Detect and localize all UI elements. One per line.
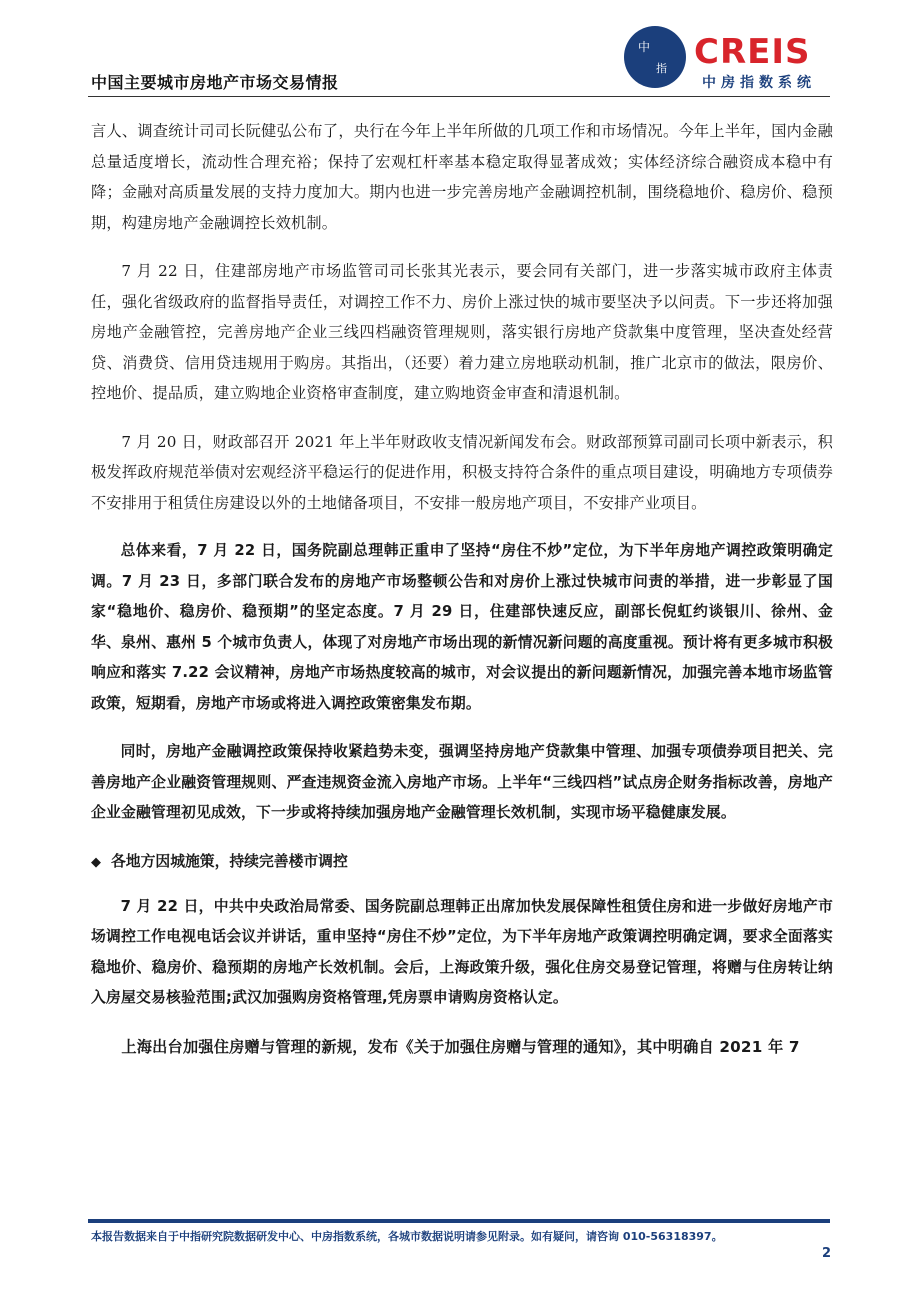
logo-subtitle: 中房指数系统 [702, 75, 816, 91]
page-number: 2 [822, 1246, 832, 1261]
logo-brand: CREIS [694, 32, 811, 72]
paragraph: 7 月 20 日，财政部召开 2021 年上半年财政收支情况新闻发布会。财政部预算司副司长项中新表示，积极发挥政府规范举债对宏观经济平稳运行的促进作用，积极支持符合条件的重点项目建设，明确地方专项债券不安排用于租赁住房建设以外的土地储备项目，不安排一般房地产项目，不安排产业项目。 [91, 432, 833, 512]
paragraph: 7 月 22 日，住建部房地产市场监管司司长张其光表示，要会同有关部门，进一步落实城市政府主体责任，强化省级政府的监督指导责任，对调控工作不力、房价上涨过快的城市要坚决予以问责。下一步还将加强房地产金融管控，完善房地产企业三线四档融资管理规则，落实银行房地产贷款集中度管理，坚决查处经营贷、消费贷、信用贷违规用于购房。其指出，（还要）着力建立房地联动机制，推广北京市的做法，限房价、控地价、提品质，建立购地企业资格审查制度，建立购地资金审查和清退机制。 [91, 262, 833, 402]
paragraph: 言人、调查统计司司长阮健弘公布了，央行在今年上半年所做的几项工作和市场情况。今年上半年，国内金融总量适度增长，流动性合理充裕；保持了宏观杠杆率基本稳定取得显著成效；实体经济综合融资成本稳中有降；金融对高质量发展的支持力度加大。期内也进一步完善房地产金融调控机制，围绕稳地价、稳房价、稳预期，构建房地产金融调控长效机制。 [91, 122, 833, 232]
section-heading-text: 各地方因城施策，持续完善楼市调控 [111, 852, 348, 870]
logo-glyph-2: 指 [656, 62, 667, 75]
paragraph-summary: 7 月 22 日，中共中央政治局常委、国务院副总理韩正出席加快发展保障性租赁住房和进一步做好房地产市场调控工作电视电话会议并讲话，重申坚持“房住不炒”定位，为下半年房地产政策调控明确定调，要求全面落实稳地价、稳房价、稳预期的房地产长效机制。会后，上海政策升级，强化住房交易登记管理，将赠与住房转让纳入房屋交易核验范围;武汉加强购房资格管理,凭房票申请购房资格认定。 [91, 897, 833, 1006]
header-divider [88, 96, 830, 97]
page-header [0, 0, 920, 100]
paragraph-summary: 同时，房地产金融调控政策保持收紧趋势未变，强调坚持房地产贷款集中管理、加强专项债券项目把关、完善房地产企业融资管理规则、严查违规资金流入房地产市场。上半年“三线四档”试点房企财务指标改善，房地产企业金融管理初见成效，下一步或将持续加强房地产金融管理长效机制，实现市场平稳健康发展。 [91, 743, 833, 821]
paragraph-text: 上海出台加强住房赠与管理的新规，发布《关于加强住房赠与管理的通知》，其中明确自 2021 年 7 [121, 1037, 800, 1056]
logo-emblem-icon [624, 26, 686, 88]
document-body [91, 116, 833, 1080]
logo-glyph-1: 中 [638, 40, 651, 54]
creis-logo [624, 26, 834, 92]
paragraph-summary: 总体来看，7 月 22 日，国务院副总理韩正重申了坚持“房住不炒”定位，为下半年房地产调控政策明确定调。7 月 23 日，多部门联合发布的房地产市场整顿公告和对房价上涨过快城市问责的举措，进一步彰显了国家“稳地价、稳房价、稳预期”的坚定态度。7 月 29 日，住建部快速反应，副部长倪虹约谈银川、徐州、金华、泉州、惠州 5 个城市负责人，体现了对房地产市场出现的新情况新问题的高度重视。预计将有更多城市积极响应和落实 7.22 会议精神，房地产市场热度较高的城市，对会议提出的新问题新情况，加强完善本地市场监管政策，短期看，房地产市场或将进入调控政策密集发布期。 [91, 542, 833, 712]
footer-note: 本报告数据来自于中指研究院数据研发中心、中房指数系统，各城市数据说明请参见附录。如有疑问，请咨询 010-56318397。 [91, 1230, 723, 1243]
footer-divider [88, 1219, 830, 1223]
section-heading [91, 847, 833, 878]
report-title: 中国主要城市房地产市场交易情报 [91, 73, 339, 92]
paragraph [91, 1032, 833, 1063]
diamond-bullet-icon: ◆ [91, 854, 101, 870]
